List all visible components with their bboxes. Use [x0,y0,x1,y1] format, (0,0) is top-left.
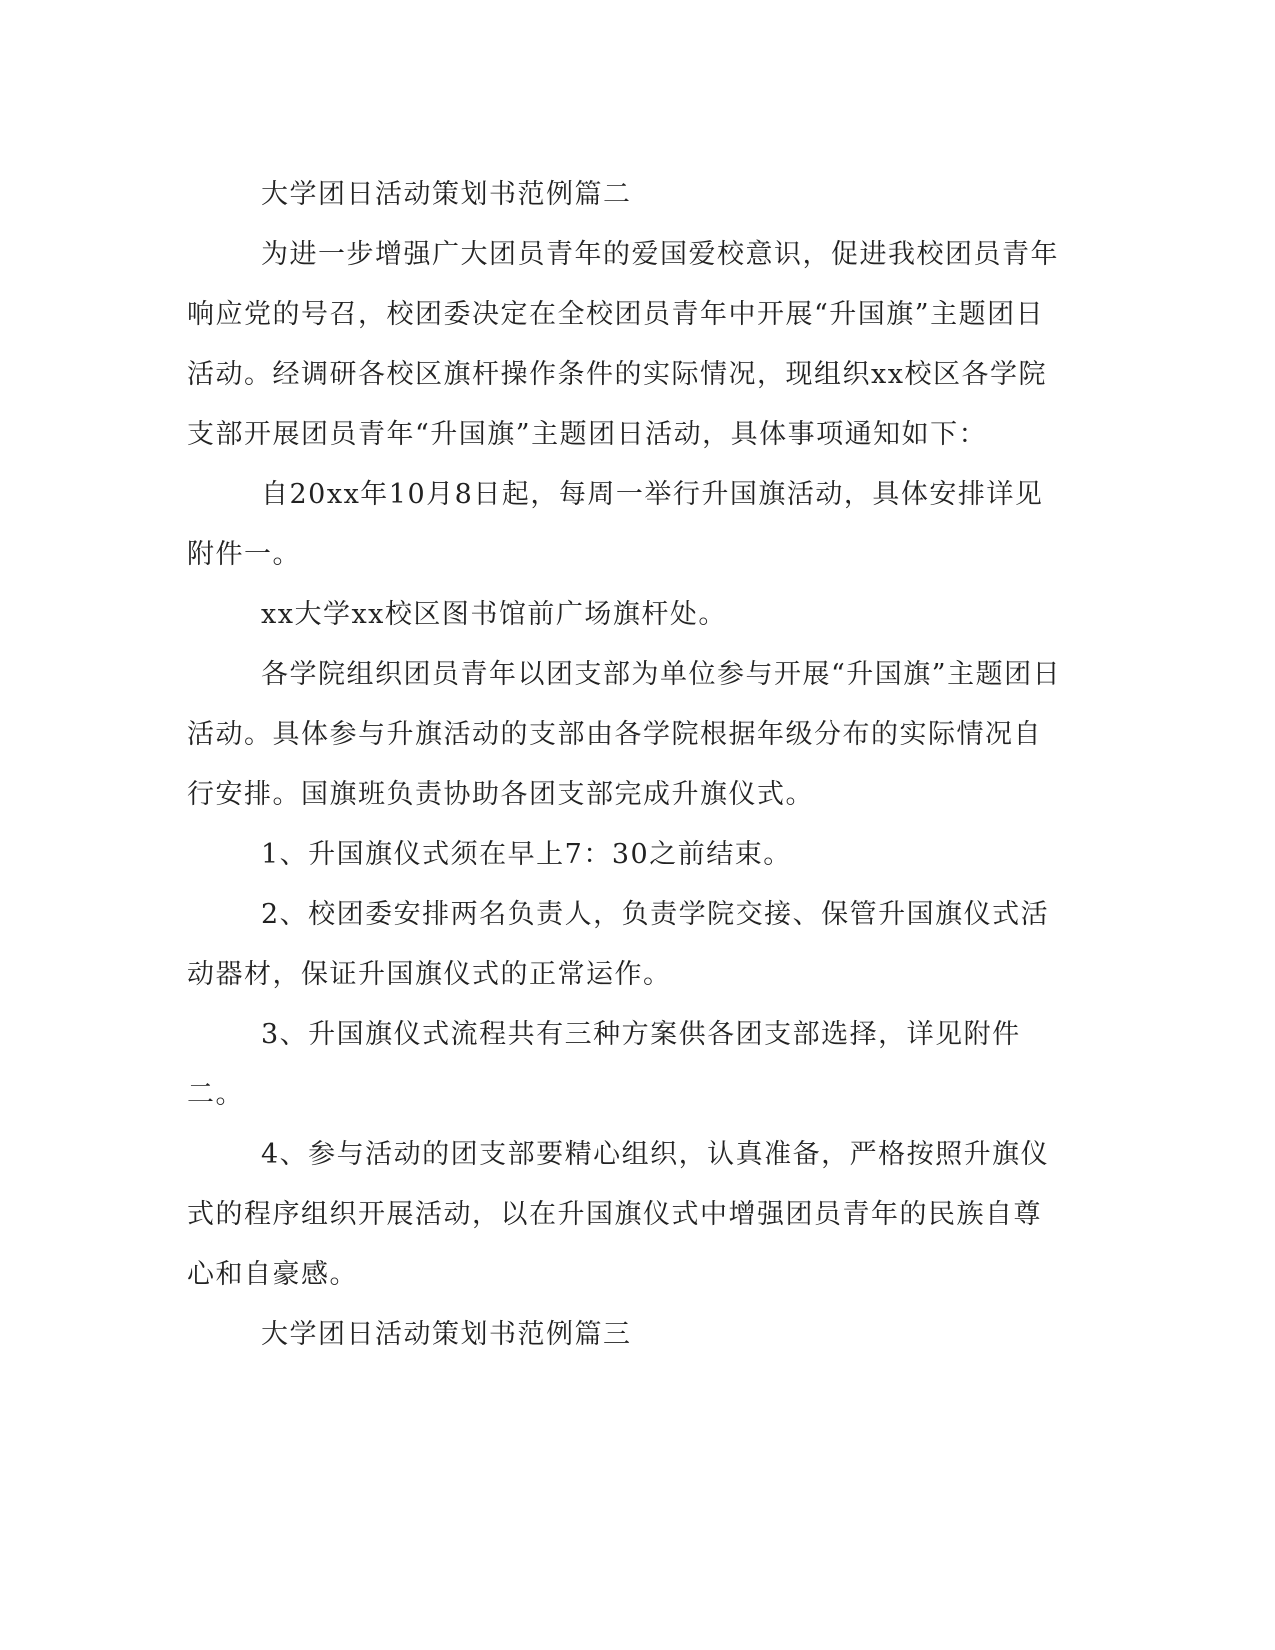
paragraph-time: 自20xx年10月8日起，每周一举行升国旗活动，具体安排详见附件一。 [187,479,1044,570]
paragraph-participants: 各学院组织团员青年以团支部为单位参与开展“升国旗”主题团日活动。具体参与升旗活动的支部由各学院根据年级分布的实际情况自行安排。国旗班负责协助各团支部完成升旗仪式。 [187,659,1062,810]
paragraph-location: xx大学xx校区图书馆前广场旗杆处。 [261,599,727,630]
section-heading-three: 大学团日活动策划书范例篇三 [261,1319,632,1350]
requirement-item-3: 3、升国旗仪式流程共有三种方案供各团支部选择，详见附件二。 [187,1019,1021,1110]
document-body [187,165,1067,1365]
paragraph-intro: 为进一步增强广大团员青年的爱国爱校意识，促进我校团员青年响应党的号召，校团委决定在全校团员青年中开展“升国旗”主题团日活动。经调研各校区旗杆操作条件的实际情况，现组织xx校区各学院支部开展团员青年“升国旗”主题团日活动，具体事项通知如下： [187,239,1059,450]
requirement-item-4: 4、参与活动的团支部要精心组织，认真准备，严格按照升旗仪式的程序组织开展活动，以在升国旗仪式中增强团员青年的民族自尊心和自豪感。 [187,1139,1050,1290]
requirement-item-1: 1、升国旗仪式须在早上7：30之前结束。 [261,839,792,870]
section-heading-two: 大学团日活动策划书范例篇二 [261,179,632,210]
requirement-item-2: 2、校团委安排两名负责人，负责学院交接、保管升国旗仪式活动器材，保证升国旗仪式的正常运作。 [187,899,1050,990]
